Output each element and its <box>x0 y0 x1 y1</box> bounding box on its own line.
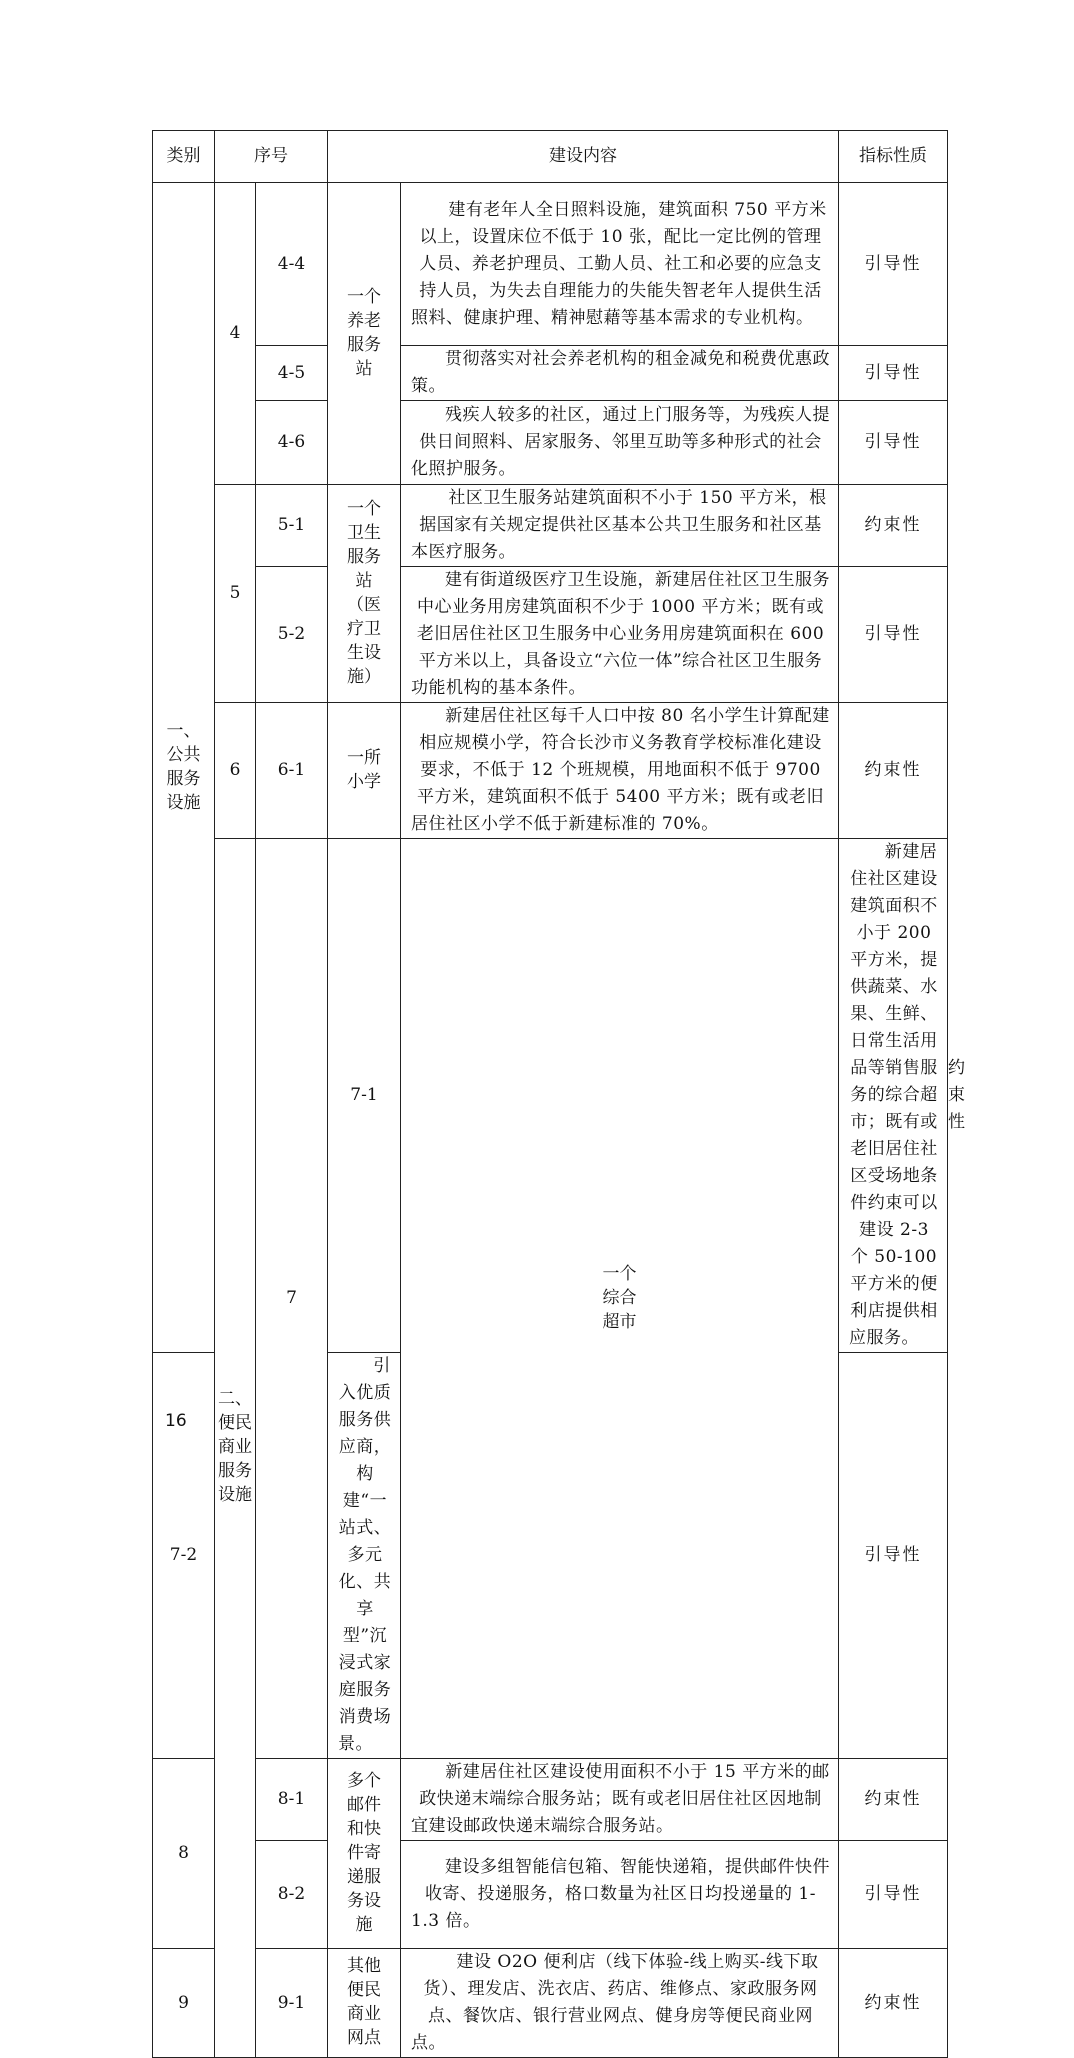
category-cell <box>153 183 215 1353</box>
table-row <box>153 1841 948 1949</box>
facility-label: 多个邮件和快件寄递服务设施 <box>347 1770 381 1935</box>
category-label: 一、公共服务设施 <box>166 720 201 813</box>
facility-cell <box>401 839 839 1759</box>
nature-cell: 引导性 <box>839 183 948 346</box>
facility-cell <box>328 485 401 703</box>
sub-number: 5-1 <box>256 485 328 567</box>
table-header-row <box>153 131 948 183</box>
table-row <box>153 1759 948 1841</box>
nature-cell: 约束性 <box>839 703 948 839</box>
nature-cell: 引导性 <box>839 346 948 401</box>
sub-number: 5-2 <box>256 567 328 703</box>
header-content: 建设内容 <box>328 131 839 183</box>
header-category: 类别 <box>153 131 215 183</box>
content-text: 建设 O2O 便利店（线下体验-线上购买-线下取货）、理发店、洗衣店、药店、维修点、家政服务网点、餐饮店、银行营业网点、健身房等便民商业网点。 <box>411 1952 819 2053</box>
content-cell <box>401 1949 839 2058</box>
header-nature: 指标性质 <box>839 131 948 183</box>
content-cell <box>401 567 839 703</box>
content-text: 新建居住社区建设使用面积不小于 15 平方米的邮政快递末端综合服务站；既有或老旧居住社区因地制宜建设邮政快递末端综合服务站。 <box>411 1762 830 1836</box>
sub-number: 4-5 <box>256 346 328 401</box>
content-cell <box>401 485 839 567</box>
table-row <box>153 401 948 485</box>
item-number: 7 <box>256 839 328 1759</box>
sub-number: 4-6 <box>256 401 328 485</box>
nature-cell: 约束性 <box>839 1759 948 1841</box>
facility-label: 一个卫生服务站（医疗卫生设施） <box>347 498 381 687</box>
item-number: 9 <box>153 1949 215 2058</box>
nature-cell: 引导性 <box>839 1353 948 1759</box>
content-cell <box>401 1759 839 1841</box>
nature-cell: 引导性 <box>839 1841 948 1949</box>
sub-number: 7-1 <box>328 839 401 1353</box>
facility-label: 一个养老服务站 <box>347 286 381 379</box>
table-row: 二、便民商业服务设施 7 7-1 一个综合超市 新建居住社区建设建筑面积不小于 200 平方米，提供蔬菜、水果、生鲜、日常生活用品等销售服务的综合超市；既有或老旧居住社区受场地条件约束可以建设 2-3 个 50-100 平方米的便利店提供相应服务。 约束性 <box>153 839 948 1353</box>
content-text: 建设多组智能信包箱、智能快递箱，提供邮件快件收寄、投递服务，格口数量为社区日均投递量的 1-1.3 倍。 <box>411 1857 830 1931</box>
item-number: 5 <box>215 485 256 703</box>
content-text: 社区卫生服务站建筑面积不小于 150 平方米，根据国家有关规定提供社区基本公共卫生服务和社区基本医疗服务。 <box>411 488 827 562</box>
item-number: 8 <box>153 1759 215 1949</box>
sub-number: 8-2 <box>256 1841 328 1949</box>
nature-cell: 引导性 <box>839 401 948 485</box>
sub-number: 8-1 <box>256 1759 328 1841</box>
category-label: 二、便民商业服务设施 <box>218 1389 252 1505</box>
facility-cell <box>328 183 401 485</box>
sub-number: 7-2 <box>153 1353 215 1759</box>
content-text: 新建居住社区每千人口中按 80 名小学生计算配建相应规模小学，符合长沙市义务教育学校标准化建设要求，不低于 12 个班规模，用地面积不低于 9700 平方米，建筑面积不低于 5400 平方米；既有或老旧居住社区小学不低于新建标准的 70%。 <box>411 706 830 834</box>
content-text: 建有老年人全日照料设施，建筑面积 750 平方米以上，设置床位不低于 10 张，配比一定比例的管理人员、养老护理员、工勤人员、社工和必要的应急支持人员，为失去自理能力的失能失智老年人提供生活照料、健康护理、精神慰藉等基本需求的专业机构。 <box>411 199 827 328</box>
nature-cell: 引导性 <box>839 567 948 703</box>
table-row <box>153 703 948 839</box>
nature-cell: 约束性 <box>839 1949 948 2058</box>
content-cell <box>328 1353 401 1759</box>
sub-number: 9-1 <box>256 1949 328 2058</box>
table-row <box>153 183 948 346</box>
nature-cell: 约束性 <box>839 485 948 567</box>
facility-label: 一个综合超市 <box>602 1263 637 1332</box>
content-cell <box>401 346 839 401</box>
content-text: 残疾人较多的社区，通过上门服务等，为残疾人提供日间照料、居家服务、邻里互助等多种形式的社会化照护服务。 <box>411 405 830 479</box>
content-cell <box>839 839 948 1353</box>
table-row <box>153 485 948 567</box>
content-text: 贯彻落实对社会养老机构的租金减免和税费优惠政策。 <box>411 349 830 396</box>
content-cell <box>401 703 839 839</box>
content-text: 引入优质服务供应商，构建“一站式、多元化、共享型”沉浸式家庭服务消费场景。 <box>338 1356 392 1754</box>
construction-standards-table <box>152 130 967 2058</box>
content-cell <box>401 401 839 485</box>
sub-number: 4-4 <box>256 183 328 346</box>
facility-cell <box>328 1949 401 2058</box>
facility-label: 其他便民商业网点 <box>347 1956 381 2048</box>
content-text: 新建居住社区建设建筑面积不小于 200 平方米，提供蔬菜、水果、生鲜、日常生活用品等销售服务的综合超市；既有或老旧居住社区受场地条件约束可以建设 2-3 个 50-100 平方米的便利店提供相应服务。 <box>849 842 938 1348</box>
facility-label: 一所小学 <box>347 747 381 792</box>
item-number: 4 <box>215 183 256 485</box>
table-row <box>153 567 948 703</box>
sub-number: 6-1 <box>256 703 328 839</box>
facility-cell <box>328 703 401 839</box>
page-number: 16 <box>165 1411 187 1431</box>
content-cell <box>401 183 839 346</box>
table-row <box>153 1949 948 2058</box>
category-cell <box>215 839 256 2058</box>
table-row <box>153 346 948 401</box>
item-number: 6 <box>215 703 256 839</box>
content-text: 建有街道级医疗卫生设施，新建居住社区卫生服务中心业务用房建筑面积不少于 1000 平方米；既有或老旧居住社区卫生服务中心业务用房建筑面积在 600 平方米以上，具备设立“六位一体”综合社区卫生服务功能机构的基本条件。 <box>411 570 830 698</box>
content-cell <box>401 1841 839 1949</box>
header-number: 序号 <box>215 131 328 183</box>
facility-cell <box>328 1759 401 1949</box>
